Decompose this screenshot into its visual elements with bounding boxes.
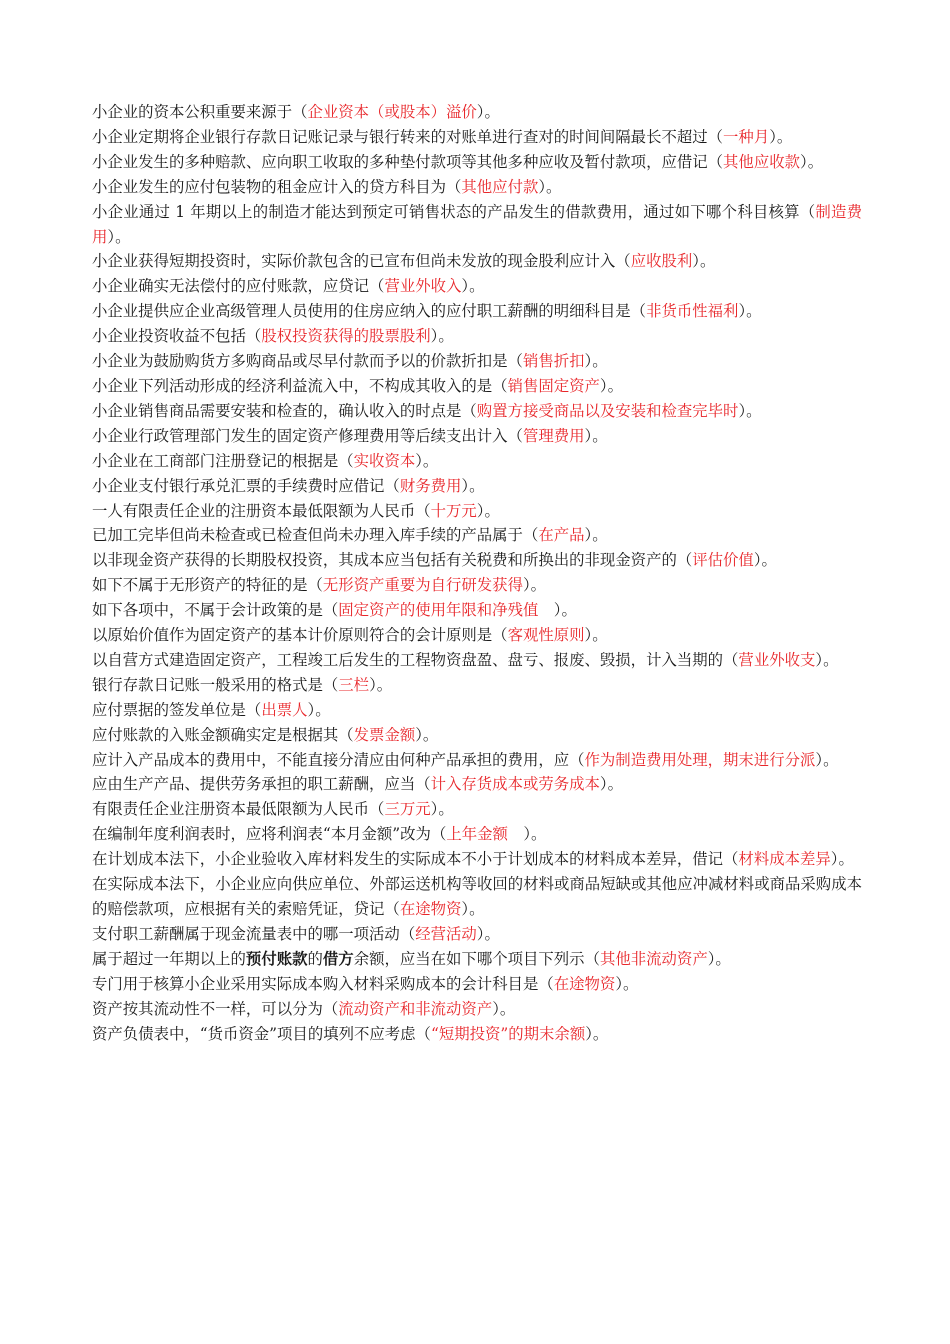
question-item <box>92 324 862 349</box>
question-text: 小企业销售商品需要安装和检查的，确认收入的时点是（ <box>92 401 477 420</box>
question-text: 小企业行政管理部门发生的固定资产修理费用等后续支出计入（ <box>92 426 523 445</box>
question-text: 以原始价值作为固定资产的基本计价原则符合的会计原则是（ <box>92 626 508 645</box>
question-text: ）。 <box>830 850 854 869</box>
question-text: 一人有限责任企业的注册资本最低限额为人民币（ <box>92 501 431 520</box>
question-text: 如下各项中，不属于会计政策的是（ <box>92 601 339 620</box>
question-text: ）。 <box>461 900 485 918</box>
question-item <box>92 847 862 872</box>
answer-text: “短期投资”的期末余额 <box>430 1024 586 1043</box>
question-text: ）。 <box>692 252 716 271</box>
question-text: 小企业在工商部门注册登记的根据是（ <box>92 451 354 470</box>
answer-text: 出票人 <box>261 700 308 719</box>
question-text: 小企业提供应企业高级管理人员使用的住房应纳入的应付职工薪酬的明细科目是（ <box>92 302 647 321</box>
question-item <box>92 822 862 847</box>
question-item <box>92 673 862 698</box>
question-item <box>92 474 862 499</box>
question-text: 以非现金资产获得的长期股权投资，其成本应当包括有关税费和所换出的非现金资产的（ <box>92 551 693 570</box>
question-text: 小企业定期将企业银行存款日记账记录与银行转来的对账单进行查对的时间间隔最长不超过（ <box>92 127 724 146</box>
question-text: 小企业为鼓励购货方多购商品或尽早付款而予以的价款折扣是（ <box>92 352 523 371</box>
question-text: ）。 <box>369 675 393 694</box>
answer-text: 在产品 <box>538 526 585 545</box>
question-text: 在编制年度利润表时，应将利润表“本月金额”改为（ <box>92 825 447 844</box>
question-item <box>92 598 862 623</box>
question-text: 属于超过一年期以上的 <box>92 949 246 968</box>
question-item <box>92 200 862 250</box>
question-text: 小企业发生的多种赔款、应向职工收取的多种垫付款项等其他多种应收及暂付款项，应借记（ <box>92 152 724 171</box>
answer-text: 固定资产的使用年限和净残值 <box>338 601 539 620</box>
question-item <box>92 125 862 150</box>
question-text: ）。 <box>615 974 639 993</box>
question-item <box>92 548 862 573</box>
question-text: ）。 <box>769 127 793 146</box>
answer-text: 十万元 <box>430 501 477 520</box>
question-item <box>92 972 862 997</box>
question-item <box>92 424 862 449</box>
question-text: 小企业通过 1 年期以上的制造才能达到预定可销售状态的产品发生的借款费用，通过如下哪个科目核算（ <box>92 202 816 221</box>
question-text: 余额，应当在如下哪个项目下列示（ <box>353 949 600 968</box>
answer-text: 一种月 <box>723 127 770 146</box>
question-text: 银行存款日记账一般采用的格式是（ <box>92 675 339 694</box>
answer-text: 在途物资 <box>553 974 616 993</box>
answer-text: 财务费用 <box>399 476 462 495</box>
answer-text: 发票金额 <box>353 725 416 744</box>
question-text: 应计入产品成本的费用中，不能直接分清应由何种产品承担的费用，应（ <box>92 750 585 769</box>
answer-text: 无形资产重要为自行研发获得 <box>322 576 523 595</box>
question-text: 应由生产产品、提供劳务承担的职工薪酬，应当（ <box>92 775 431 794</box>
question-text: ）。 <box>585 1024 609 1043</box>
answer-text: 股权投资获得的股票股利 <box>261 327 431 346</box>
question-text: ）。 <box>815 750 839 769</box>
question-item <box>92 499 862 524</box>
question-text: ）。 <box>415 725 439 744</box>
question-text: 支付职工薪酬属于现金流量表中的哪一项活动（ <box>92 924 416 943</box>
question-item <box>92 772 862 797</box>
question-text: ）。 <box>538 601 577 620</box>
answer-text: 营业外收入 <box>384 277 462 296</box>
answer-text: 作为制造费用处理，期末进行分派 <box>584 750 816 769</box>
question-text: 资产负债表中，“货币资金”项目的填列不应考虑（ <box>92 1024 431 1043</box>
question-list <box>92 100 862 1046</box>
question-text: ）。 <box>815 650 839 669</box>
question-text: 小企业投资收益不包括（ <box>92 327 262 346</box>
question-item <box>92 947 862 972</box>
question-text: ）。 <box>476 501 500 520</box>
question-text: ）。 <box>599 775 624 794</box>
question-item <box>92 274 862 299</box>
question-text: 已加工完毕但尚未检查或已检查但尚未办理入库手续的产品属于（ <box>92 526 539 545</box>
question-text: 小企业的资本公积重要来源于（ <box>92 103 308 121</box>
question-item <box>92 797 862 822</box>
answer-text: 实收资本 <box>353 451 416 470</box>
question-item <box>92 623 862 648</box>
answer-text: 企业资本（或股本）溢价 <box>307 103 477 121</box>
question-text: 在计划成本法下，小企业验收入库材料发生的实际成本不小于计划成本的材料成本差异，借记（ <box>92 850 739 869</box>
answer-text: 在途物资 <box>399 900 462 918</box>
question-item <box>92 349 862 374</box>
question-item <box>92 748 862 773</box>
question-text: ）。 <box>507 825 547 844</box>
question-item <box>92 648 862 673</box>
answer-text: 计入存货成本或劳务成本 <box>430 775 600 794</box>
answer-text: 营业外收支 <box>738 650 816 669</box>
question-text: ）。 <box>738 401 762 420</box>
answer-text: 销售固定资产 <box>507 376 600 395</box>
question-text: ）。 <box>538 177 562 196</box>
question-item <box>92 698 862 723</box>
question-text: ）。 <box>492 999 516 1018</box>
question-item <box>92 374 862 399</box>
answer-text: 管理费用 <box>522 426 585 445</box>
answer-text: 购置方接受商品以及安装和检查完毕时 <box>476 401 739 420</box>
answer-text: 材料成本差异 <box>738 850 831 869</box>
question-item <box>92 449 862 474</box>
question-text: 如下不属于无形资产的特征的是（ <box>92 576 323 595</box>
emphasis-text: 借方 <box>322 949 354 968</box>
question-text: ）。 <box>430 800 454 819</box>
question-text: ）。 <box>415 451 439 470</box>
answer-text: 非货币性福利 <box>646 302 739 321</box>
answer-text: 其他应付款 <box>461 177 539 196</box>
question-text: ）。 <box>800 152 824 171</box>
answer-text: 三万元 <box>384 800 431 819</box>
question-item <box>92 175 862 200</box>
question-text: ）。 <box>584 352 608 371</box>
question-item <box>92 872 862 922</box>
question-text: 资产按其流动性不一样，可以分为（ <box>92 999 339 1018</box>
question-text: ）。 <box>522 576 547 595</box>
emphasis-text: 预付账款 <box>245 949 308 968</box>
question-text: ）。 <box>476 924 500 943</box>
question-item <box>92 922 862 947</box>
question-item <box>92 100 862 125</box>
question-text: 以自营方式建造固定资产，工程竣工后发生的工程物资盘盈、盘亏、报废、毁损，计入当期的（ <box>92 650 739 669</box>
question-text: ）。 <box>738 302 762 321</box>
question-item <box>92 1022 862 1047</box>
question-text: ）。 <box>584 426 608 445</box>
question-text: ）。 <box>107 227 131 246</box>
question-text: 小企业下列活动形成的经济利益流入中，不构成其收入的是（ <box>92 376 508 395</box>
question-text: 小企业确实无法偿付的应付账款，应贷记（ <box>92 277 385 296</box>
answer-text: 销售折扣 <box>522 352 585 371</box>
question-text: 的 <box>307 949 323 968</box>
question-text: 在实际成本法下，小企业应向供应单位、外部运送机构等收回的材料或商品短缺或其他应冲减材料或商品采购成本的赔偿款项，应根据有关的索赔凭证，贷记（ <box>92 875 862 918</box>
question-item <box>92 150 862 175</box>
answer-text: 制造费用 <box>92 202 862 246</box>
answer-text: 应收股利 <box>630 252 693 271</box>
answer-text: 经营活动 <box>415 924 477 943</box>
question-text: ）。 <box>307 700 331 719</box>
question-text: ）。 <box>476 103 500 121</box>
answer-text: 流动资产和非流动资产 <box>338 999 493 1018</box>
answer-text: 三栏 <box>338 675 370 694</box>
question-text: ）。 <box>461 277 485 296</box>
question-text: ）。 <box>599 376 624 395</box>
question-item <box>92 997 862 1022</box>
question-item <box>92 399 862 424</box>
question-text: ）。 <box>707 949 731 968</box>
question-text: ）。 <box>584 626 608 645</box>
question-text: 应付账款的入账金额确实定是根据其（ <box>92 725 354 744</box>
question-text: 小企业发生的应付包装物的租金应计入的贷方科目为（ <box>92 177 462 196</box>
question-text: ）。 <box>584 526 608 545</box>
answer-text: 其他非流动资产 <box>599 949 708 968</box>
question-text: ）。 <box>461 476 485 495</box>
answer-text: 其他应收款 <box>723 152 800 171</box>
question-item <box>92 523 862 548</box>
question-text: 有限责任企业注册资本最低限额为人民币（ <box>92 800 385 819</box>
question-text: 小企业支付银行承兑汇票的手续费时应借记（ <box>92 476 400 495</box>
question-text: 应付票据的签发单位是（ <box>92 700 262 719</box>
question-text: ）。 <box>753 551 777 570</box>
answer-text: 评估价值 <box>692 551 754 570</box>
question-text: 小企业获得短期投资时，实际价款包含的已宣布但尚未发放的现金股利应计入（ <box>92 252 631 271</box>
question-item <box>92 723 862 748</box>
question-item <box>92 249 862 274</box>
answer-text: 上年金额 <box>446 825 508 844</box>
question-item <box>92 299 862 324</box>
question-item <box>92 573 862 598</box>
answer-text: 客观性原则 <box>507 626 585 645</box>
question-text: ）。 <box>430 327 454 346</box>
question-text: 专门用于核算小企业采用实际成本购入材料采购成本的会计科目是（ <box>92 974 554 993</box>
